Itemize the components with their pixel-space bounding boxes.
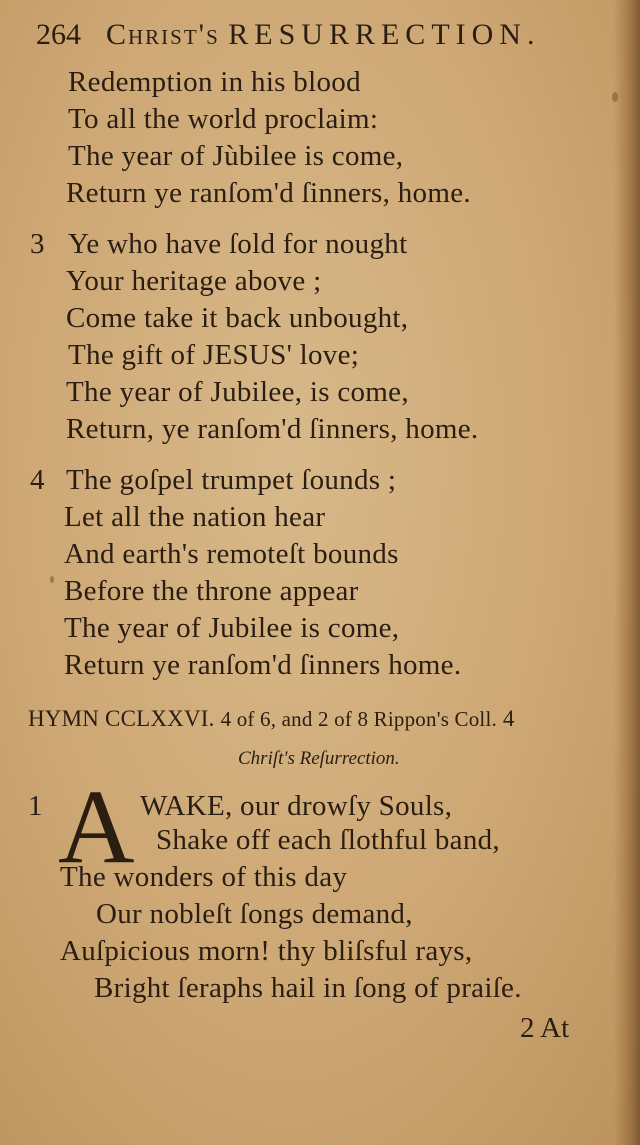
page-number: 264 bbox=[36, 18, 81, 51]
verse-line: Redemption in his blood bbox=[68, 66, 361, 98]
running-head bbox=[106, 18, 540, 52]
verse-line: The year of Jùbilee is come, bbox=[68, 140, 404, 172]
hymn-title bbox=[28, 706, 515, 732]
verse-line: Come take it back unbought, bbox=[66, 302, 409, 334]
verse-line: Before the throne appear bbox=[64, 575, 359, 607]
hymn-meter-mark: 4 bbox=[502, 706, 515, 731]
verse-line: Return ye ranſom'd ſinners home. bbox=[64, 649, 462, 681]
verse-number: 3 bbox=[30, 228, 45, 260]
verse-number: 1 bbox=[28, 790, 43, 822]
paper-stain bbox=[612, 92, 618, 102]
hymn-subtitle: Chriſt's Reſurrection. bbox=[238, 748, 400, 769]
drop-cap: A bbox=[58, 768, 135, 885]
verse-line: Your heritage above ; bbox=[66, 265, 322, 297]
running-head-name: Christ's bbox=[106, 18, 220, 51]
hymn-number: HYMN CCLXXVI. bbox=[28, 706, 215, 731]
verse-line: Return, ye ranſom'd ſinners, home. bbox=[66, 413, 479, 445]
running-head-title: RESURRECTION. bbox=[228, 18, 541, 51]
verse-line: The year of Jubilee is come, bbox=[64, 612, 400, 644]
verse-line: Return ye ranſom'd ſinners, home. bbox=[66, 177, 471, 209]
verse-line: The gift of JESUS' love; bbox=[68, 339, 360, 371]
catchword: 2 At bbox=[520, 1012, 570, 1044]
paper-stain bbox=[50, 576, 54, 583]
hymn-reference: 4 of 6, and 2 of 8 Rippon's Coll. bbox=[220, 707, 497, 731]
verse-line: And earth's remoteſt bounds bbox=[64, 538, 399, 570]
verse-line: WAKE, our drowſy Souls, bbox=[140, 790, 453, 822]
page-header bbox=[36, 18, 596, 58]
verse-line: Shake off each ſlothful band, bbox=[156, 824, 500, 856]
verse-line: Auſpicious morn! thy bliſsful rays, bbox=[60, 935, 473, 967]
verse-line: The year of Jubilee, is come, bbox=[66, 376, 409, 408]
verse-line: To all the world proclaim: bbox=[68, 103, 379, 135]
verse-line: The wonders of this day bbox=[60, 861, 348, 893]
verse-line: Ye who have ſold for nought bbox=[68, 228, 408, 260]
verse-line: Bright ſeraphs hail in ſong of praiſe. bbox=[94, 972, 522, 1004]
page-edge-shadow bbox=[614, 0, 640, 1145]
verse-number: 4 bbox=[30, 464, 45, 496]
verse-line: The goſpel trumpet ſounds ; bbox=[66, 464, 397, 496]
verse-line: Our nobleſt ſongs demand, bbox=[96, 898, 413, 930]
verse-line: Let all the nation hear bbox=[64, 501, 326, 533]
